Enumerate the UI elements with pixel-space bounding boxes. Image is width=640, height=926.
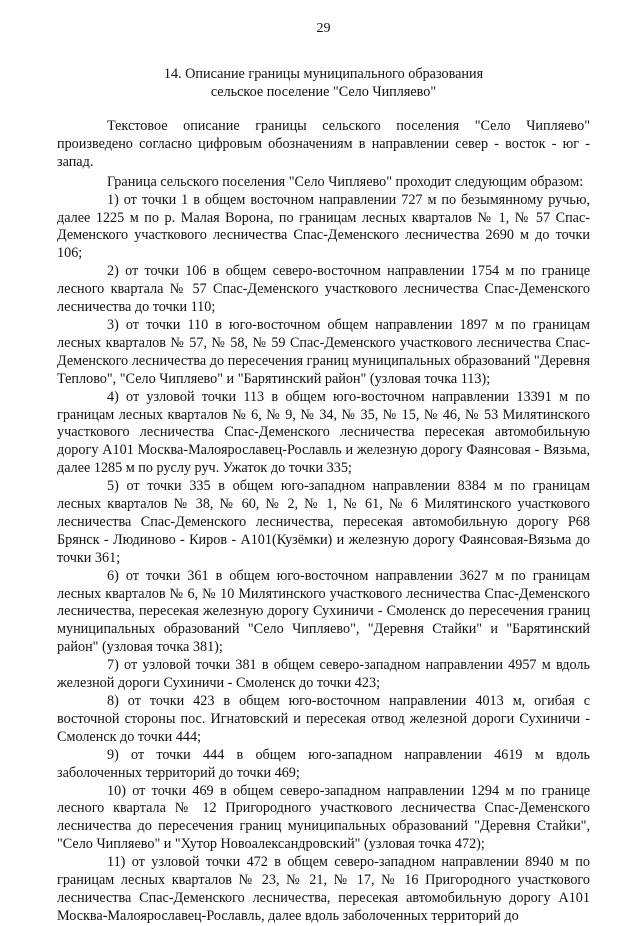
boundary-lead-paragraph: Граница сельского поселения "Село Чипляево" проходит следующим образом: (107, 173, 584, 190)
boundary-segment-8: 8) от точки 423 в общем юго-восточном направлении 4013 м, огибая с восточной стороны пос. Игнатовский и пересекая отвод железной дороги Сухиничи - Смоленск до точки 444; (57, 693, 590, 745)
boundary-segment-7: 7) от узловой точки 381 в общем северо-западном направлении 4957 м вдоль железной дороги Сухиничи - Смоленск до точки 423; (57, 657, 590, 692)
boundary-segment-10: 10) от точки 469 в общем северо-западном направлении 1294 м по границе лесного квартала № 12 Пригородного участкового лесничества Спас-Деменского лесничества до пересечения границ муниципальных образований "Деревня Стайки", "Село Чипляево" и "Хутор Новоалександровский" (узловая точка 472); (57, 782, 590, 853)
boundary-segment-4: 4) от узловой точки 113 в общем юго-восточном направлении 13391 м по границам лесных кварталов № 6, № 9, № 34, № 35, № 15, № 46, № 53 Милятинского участкового лесничества Спас-Деменского лесничества пересекая автомобильную дорогу А101 Москва-Малоярославец-Рославль и железную дорогу Фаянсовая - Вязьма, далее 1285 м по руслу руч. Ужаток до точки 335; (57, 388, 590, 477)
boundary-segment-6: 6) от точки 361 в общем юго-восточном направлении 3627 м по границам лесных кварталов № 6, № 10 Милятинского участкового лесничества Спас-Деменского лесничества, пересекая железную дорогу Сухиничи - Смоленск до пересечения границ муниципальных образований "Село Чипляево", "Деревня Стайки" и "Барятинский район" (узловая точка 381); (57, 567, 590, 656)
boundary-segment-2: 2) от точки 106 в общем северо-восточном направлении 1754 м по границе лесного квартала № 57 Спас-Деменского участкового лесничества Спас-Деменского лесничества до точки 110; (57, 263, 590, 316)
boundary-segment-9: 9) от точки 444 в общем юго-западном направлении 4619 м вдоль заболоченных территорий до точки 469; (57, 746, 590, 781)
section-heading (57, 65, 590, 101)
heading-line-2: сельское поселение "Село Чипляево" (210, 84, 437, 100)
boundary-segment-1: 1) от точки 1 в общем восточном направлении 727 м по безымянному ручью, далее 1225 м по р. Малая Ворона, по границам лесных кварталов № 1, № 57 Спас-Деменского участкового лесничества Спас-Деменского лесничества 2690 м до точки 106; (57, 191, 590, 262)
heading-line-1: 14. Описание границы муниципального образования (163, 66, 484, 82)
intro-paragraph: Текстовое описание границы сельского поселения "Село Чипляево" произведено согласно цифровым обозначениям в направлении север - восток - юг - запад. (57, 118, 590, 170)
boundary-segment-5: 5) от точки 335 в общем юго-западном направлении 8384 м по границам лесных кварталов № 38, № 60, № 2, № 1, № 61, № 6 Милятинского участкового лесничества Спас-Деменского лесничества, пересекая автомобильную дорогу Р68 Брянск - Людиново - Киров - А101(Кузёмки) и железную дорогу Фаянсовая-Вязьма до точки 361; (57, 478, 590, 566)
boundary-segment-3: 3) от точки 110 в юго-восточном общем направлении 1897 м по границам лесных кварталов № 57, № 58, № 59 Спас-Деменского участкового лесничества Спас-Деменского лесничества до пересечения границ муниципальных образований "Деревня Теплово", "Село Чипляево" и "Барятинский район" (узловая точка 113); (57, 316, 590, 387)
boundary-segment-11: 11) от узловой точки 472 в общем северо-западном направлении 8940 м по границам лесных кварталов № 23, № 21, № 17, № 16 Пригородного участкового лесничества Спас-Деменского лесничества, пересекая автомобильную дорогу А101 Москва-Малоярославец-Рославль, далее вдоль заболоченных территорий до (57, 854, 590, 924)
page-number: 29 (316, 21, 331, 36)
